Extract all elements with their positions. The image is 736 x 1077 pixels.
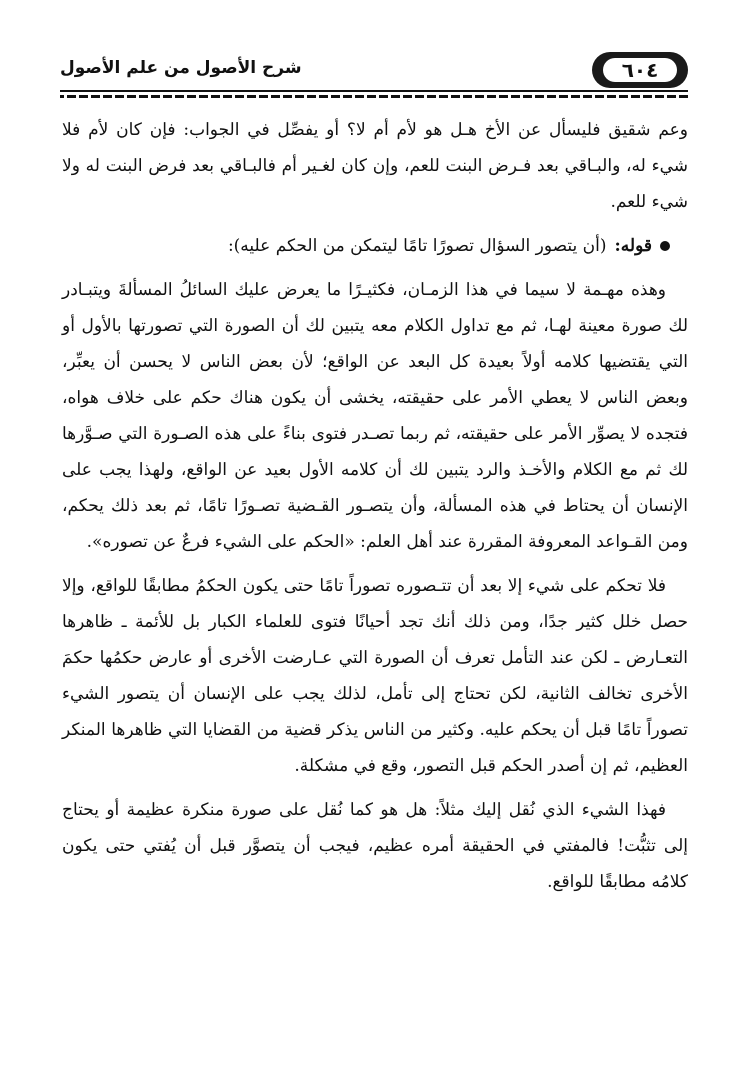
page-number-badge [592, 52, 688, 88]
paragraph-1: وعم شقيق فليسأل عن الأخ هـل هو لأم أم لا؟ أو يفصِّل في الجواب: فإن كان لأم فلا شيء له، والبـاقي بعد فـرض البنت للعم، وإن كان لغـير أم فالبـاقي بعد فرض البنت له ولا شيء للعم. [62, 120, 688, 212]
page-number: ٦٠٤ [603, 58, 677, 82]
header-divider [60, 90, 688, 100]
bullet-text: (أن يتصور السؤال تصورًا تامًا ليتمكن من الحكم عليه): [227, 236, 607, 256]
bullet-label: قوله: [614, 236, 652, 256]
page-header [60, 52, 688, 92]
page-body [62, 112, 688, 908]
running-title: شرح الأصول من علم الأصول [60, 58, 302, 78]
paragraph-2: وهذه مهـمة لا سيما في هذا الزمـان، فكثيـرًا ما يعرض عليك السائلُ المسألةَ ويتبـادر لك صورة معينة لهـا، ثم مع تداول الكلام معه يتبين لك أن الصورة التي تصورتها بالأول أو التي يقتضيها كلامه أولاً بعيدة كل البعد عن الواقع؛ لأن بعض الناس لا يحسن أن يعبِّر، وبعض الناس لا يعطي الأمر على حقيقته، يخشى أن يكون هناك حكم على خلاف هواه، فتجده لا يصوِّر الأمر على حقيقته، ثم ربما تصـدر فتوى بناءً على هذه الصـورة التي صـوَّرها لك ثم مع الكلام والأخـذ والرد يتبين لك أن كلامه الأول بعيد عن الواقع، ولهذا يجب على الإنسان أن يحتاط في هذه المسألة، وأن يتصـور القـضية تصـورًا تامًا، ثم بعد ذلك يحكم، ومن القـواعد المعروفة المقررة عند أهل العلم: «الحكم على الشيء فرعٌ عن تصوره». [62, 280, 688, 552]
bullet-heading [62, 228, 688, 264]
bullet-dot-icon [660, 241, 670, 251]
paragraph-3: فلا تحكم على شيء إلا بعد أن تتـصوره تصوراً تامًا حتى يكون الحكمُ مطابقًا للواقع، وإلا حصل خلل كثير جدًا، ومن ذلك أنك تجد أحيانًا فتوى للعلماء الكبار بل للأئمة ـ ظاهرها التعـارض ـ لكن عند التأمل تعرف أن الصورة التي عـارضت الأخرى أو عارض حكمُها حكمَ الأخرى تخالف الثانية، لكن تحتاج إلى تأمل، لذلك يجب على الإنسان أن يتصور الشيء تصوراً تامًا قبل أن يحكم عليه. وكثير من الناس يذكر قضية من القضايا التي ظاهرها المنكر العظيم، ثم إن أصدر الحكم قبل التصور، وقع في مشكلة. [62, 576, 688, 776]
paragraph-4: فهذا الشيء الذي نُقل إليك مثلاً: هل هو كما نُقل على صورة منكرة عظيمة أو يحتاج إلى تثبُّت! فالمفتي في الحقيقة أمره عظيم، فيجب أن يتصوَّر قبل أن يُفتي حتى يكون كلامُه مطابقًا للواقع. [62, 800, 688, 892]
header-rule-solid [60, 90, 688, 92]
header-rule-dashed [60, 95, 688, 98]
